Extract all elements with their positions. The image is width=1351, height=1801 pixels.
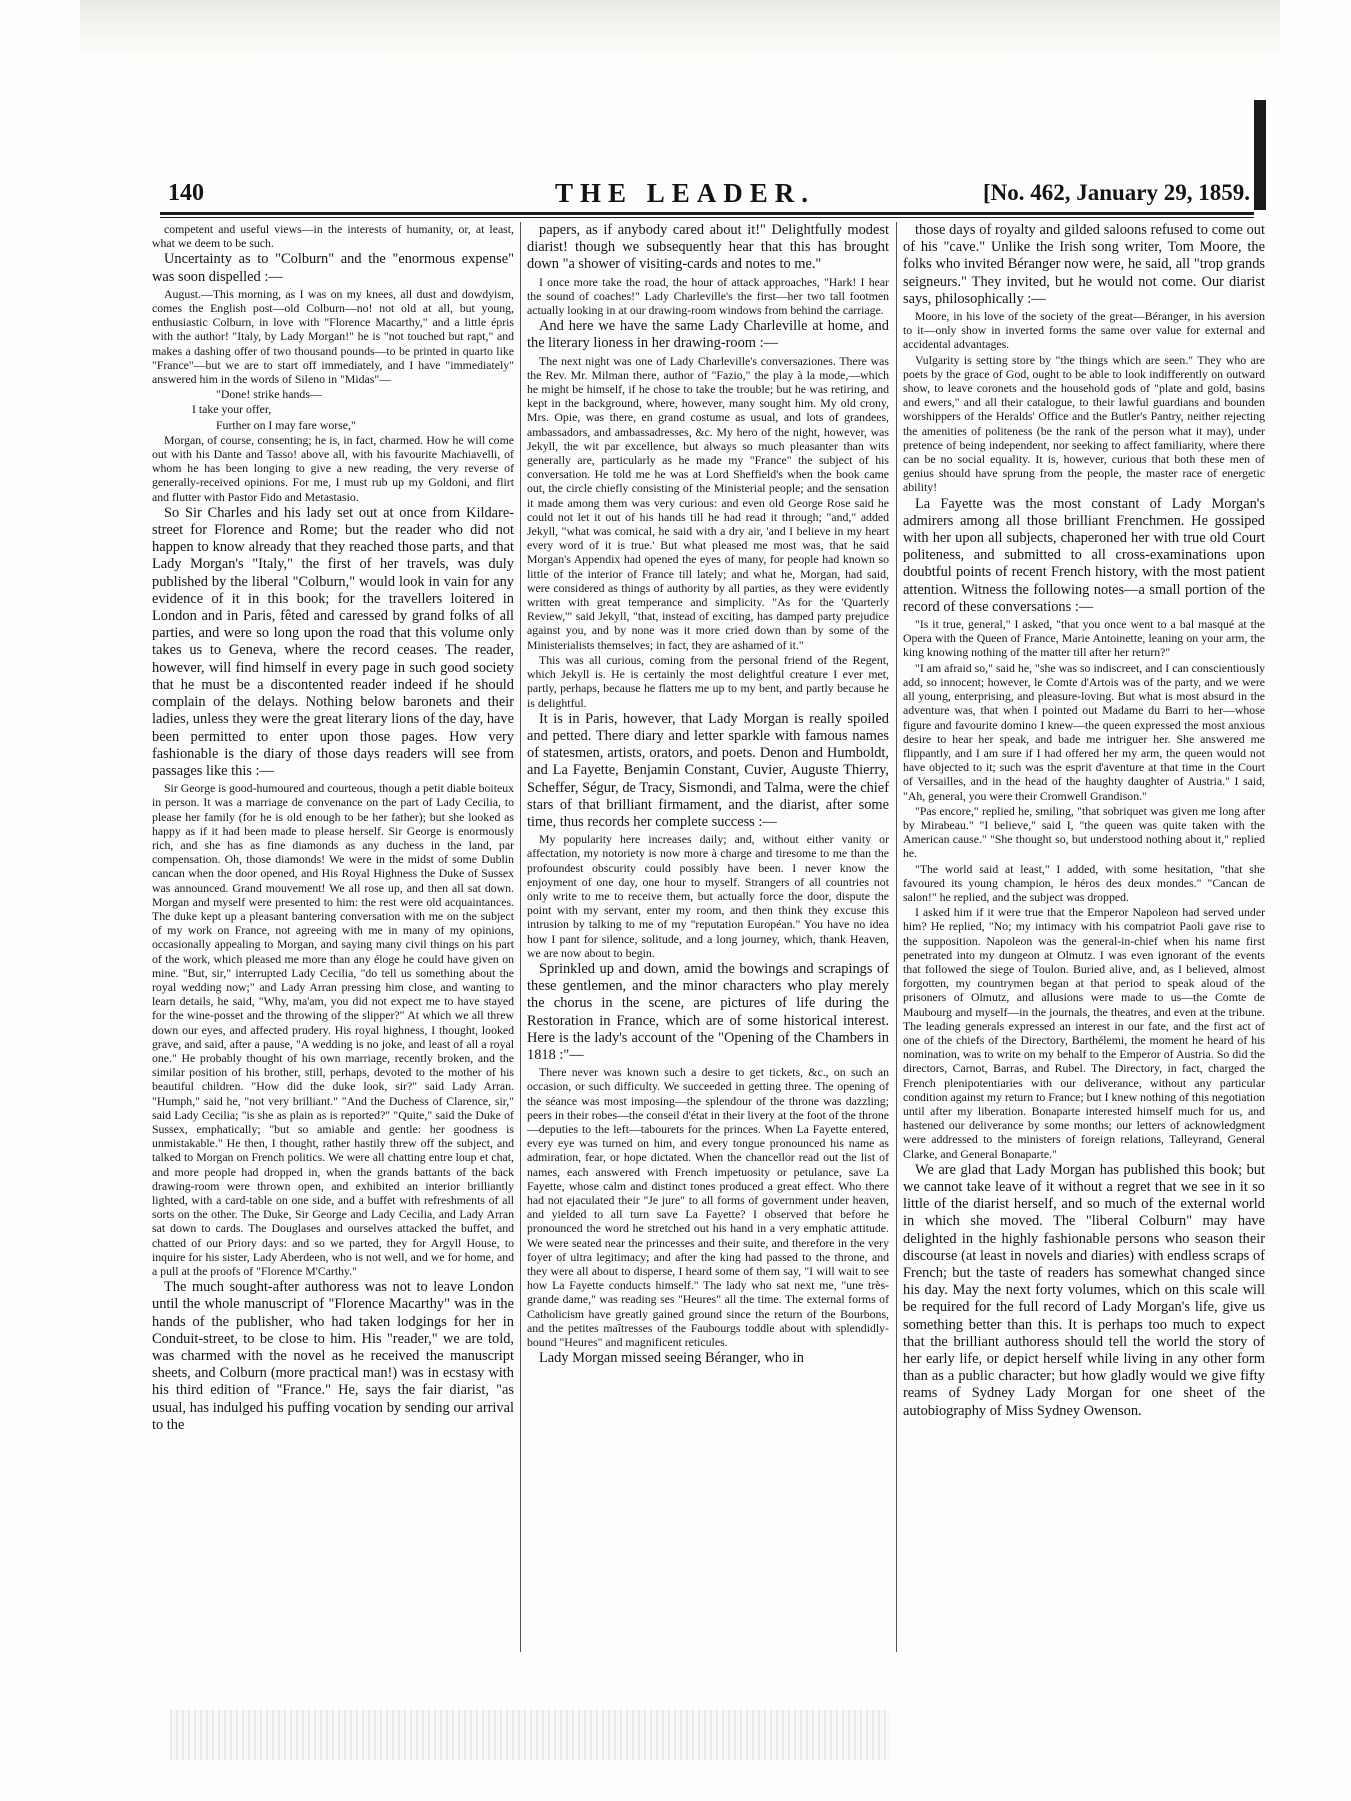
article-paragraph: Vulgarity is setting store by "the things which are seen." They who are poets by the grace of God, ought to be able to look indifferently on outward show, to leave coronets and the household gods of "plate and gold, basins and ewers," and all their catalogue, to their lawful guardians and bounden worshippers of the Heralds' Office and the Butler's Pantry, neither rejecting the amenities of politeness (be the rank of the person what it may), under pretence of being independent, nor seeking to affect familiarity, where there can be no social equality. It is, however, curious that both these men of genius should have sprung from the people, the master race of energetic ability! [903, 352, 1265, 495]
page-edge-shadow-top [80, 0, 1280, 60]
article-paragraph: "Pas encore," replied he, smiling, "that sobriquet was given me long after by Mirabeau." "I believe," said I, "the queen was quite taken with the American cause." "She thought so, but understood nothing about it," replied he. [903, 803, 1265, 861]
binding-mark [1254, 100, 1266, 210]
masthead-rule-thin [160, 217, 1254, 218]
article-paragraph: August.—This morning, as I was on my knees, all dust and dowdyism, comes the English post—old Colburn—no! not old at all, but young, enthusiastic Colburn, in love with "Florence Macarthy," and a little épris with the author! "Italy, by Lady Morgan!" he is "not touched but rapt," and makes a dashing offer of two thousand pounds—to be printed in quarto like "France"—but we are to start off immediately, and I have "immediately" answered him in the words of Sileno in "Midas"— [152, 286, 514, 387]
article-paragraph: "The world said at least," I added, with some hesitation, "that she favoured its young champion, le héros des deux mondes." "Cancan de salon!" he replied, and the subject was dropped. [903, 861, 1265, 904]
article-paragraph: There never was known such a desire to get tickets, &c., on such an occasion, or such difficulty. We succeeded in getting three. The opening of the séance was most imposing—the splendour of the throne was dazzling; peers in their robes—the conseil d'état in their livery at the foot of the throne—deputies to the left—tabourets for the princes. When La Fayette entered, every eye was turned on him, and every tongue pronounced his name as admiration, fear, or hope dictated. When the chancellor read out the list of names, each answered with French impetuosity or petulance, save La Fayette, whose calm and distinct tones produced a great effect. Who there had not ejaculated their "Je jure" to all forms of government under heaven, and yielded to all turn save La Fayette? I observed that before he pronounced the word he stretched out his hand in a very emphatic attitude. We were seated near the princesses and their suite, and therefore in the very foyer of ultra legitimacy; and after the king had passed to the throne, and they were all about to disperse, I heard some of them say, "I will wait to see how La Fayette conducts himself." The lady who sat next me, "une très-grande dame," was reading ses "Heures" all the time. The external forms of Catholicism have greatly gained ground since the return of the Bourbons, and the petites maîtresses of the Faubourgs toddle about with splendidly-bound "Heures" and magnificent reticules. [527, 1065, 889, 1350]
article-paragraph: Sir George is good-humoured and courteous, though a petit diable boiteux in person. It was a marriage de convenance on the part of Lady Cecilia, to please her family (for he is old enough to be her father); but she looked as happy as if it had been made to please herself. Sir George is enormously rich, and she has as fine diamonds as any duchess in the land, par compensation. Oh, those diamonds! We were in the midst of some Dublin cancan when the door opened, and His Royal Highness the Duke of Sussex was announced. Grand mouvement! We all rose up, and then all sat down. Morgan and myself were presented to him: the rest were old acquaintances. The duke kept up a pleasant bantering conversation with me on the subject of my work on France, not agreeing with me in many of my opinions, occasionally appealing to Morgan, and saying many civil things on his part of the work, which pleased me more than any éloge he could have given on mine. "But, sir," interrupted Lady Cecilia, "do tell us something about the royal wedding now;" and Lady Arran pressing him close, and wanting to learn details, he said, "Why, ma'am, you did not expect me to have stayed for the wine-posset and the throwing of the slipper?" At which we all threw down our eyes, and affected prudery. His royal highness, I thought, looked grave, and said, after a pause, "A wedding is no joke, and least of all a royal one." He probably thought of his own marriage, recently broken, and the similar position of his brother, still, perhaps, devoted to the mother of his beautiful children. "How did the duke look, sir?" said Lady Arran. "Humph," said he, "not very brilliant." "And the Duchess of Clarence, sir," said Lady Cecilia; "is she as plain as is reported?" "Quite," said the Duke of Sussex, emphatically; "but so amiable and gentle: her goodness is unmistakable." He then, I thought, rather hastily threw off the subject, and talked to Morgan on French politics. We were all chatting entre loup et chat, and more people had dropped in, when the grands battants of the back drawing-room were thrown open, and exhibited an interior brilliantly lighted, with a card-table on one side, and a buffet with refreshments of all sorts on the other. The Duke, Sir George and Lady Cecilia, and Lady Arran sat down to cards. The Douglases and ourselves attacked the buffet, and chatted of our Priory days: and so we parted, they for Argyll House, to inquire for his sister, Lady Aberdeen, who is not well, and we for home, and a pull at the proofs of "Florence M'Carthy." [152, 781, 514, 1279]
article-paragraph: I take your offer, [192, 402, 272, 417]
article-paragraph: I once more take the road, the hour of attack approaches, "Hark! I hear the sound of coaches!" Lady Charleville's the first—her two tall footmen actually looking in at our drawing-room windows from behind the carriage. [527, 274, 889, 318]
article-paragraph: competent and useful views—in the interests of humanity, or, at least, what we deem to be such. [152, 222, 514, 251]
article-paragraph: Morgan, of course, consenting; he is, in fact, charmed. How he will come out with his Dante and Tasso! above all, with his favourite Machiavelli, of whom he has been longing to give a new reading, the very reverse of generally-received opinions. For me, I must rub up my Goldoni, and flirt and flutter with Pastor Fido and Metastasio. [152, 432, 514, 504]
article-paragraph: My popularity here increases daily; and, without either vanity or affectation, my notoriety is now more à charge and tiresome to me than the profoundest obscurity could possibly have been. I never know the enjoyment of one day, one hour to myself. Strangers of all countries not only write to me to receive them, but actually force the door, dispute the point with my servant, enter my room, and then think they excuse this intrusion by talking to me of my "reputation Européan." You have no idea how I pant for silence, solitude, and a long journey, which, thank Heaven, we are now about to begin. [527, 832, 889, 960]
article-paragraph: Sprinkled up and down, amid the bowings and scrapings of these gentlemen, and the minor characters who play merely the chorus in the scene, are pictures of life during the Restoration in France, which are of some historical interest. Here is the lady's account of the "Opening of the Chambers in 1818 :"— [527, 960, 889, 1063]
article-paragraph: The next night was one of Lady Charleville's conversaziones. There was the Rev. Mr. Milman there, author of "Fazio," the play à la mode,—which he might be himself, if he chose to take the trouble; but he was retiring, and kept in the background, where, however, many sought him. My old crony, Mrs. Opie, was there, en grand costume as usual, and lots of grandees, ambassadors, and ambassadresses, &c. My hero of the night, however, was Jekyll, the wit par excellence, but always so much pleasanter than wits generally are, particularly as he made my "France" the subject of his conversation. He told me he was at Lord Sheffield's when the book came out, the circle chiefly consisting of the Ministerial people; and the sensation it made among them was very curious: and even old George Rose said he could not let it out of his hands till he had read it through; "and," added Jekyll, "what was comical, he said with a dry air, 'and I believe in my heart every word of it is true.' But what pleased me most was, that he said Morgan's Appendix had opened the eyes of many, for people had known so little of the interior of France till lately; and what he, Morgan, had said, were considered as things of authority by all parties, as they were evidently written with great temperance and simplicity. "As for the 'Quarterly Review,'" said Jekyll, "that, instead of exciting, has damped party prejudice against you, and by none was it more cried down than by some of the Ministerialists themselves; in fact, they are ashamed of it." [527, 353, 889, 652]
masthead [160, 176, 1250, 216]
article-paragraph: La Fayette was the most constant of Lady Morgan's admirers among all those brilliant Frenchmen. He gossiped with her upon all subjects, chaperoned her with true old Court politeness, and submitted to all cross-examinations upon doubtful points of recent French history, with the most patient attention. Witness the following notes—a small portion of the record of these conversations :— [903, 495, 1265, 615]
issue-date-line: [No. 462, January 29, 1859. [982, 180, 1250, 205]
column-divider [520, 222, 521, 1652]
article-paragraph: Lady Morgan missed seeing Béranger, who in [539, 1350, 804, 1367]
article-paragraph: So Sir Charles and his lady set out at once from Kildare-street for Florence and Rome; but the reader who did not happen to know already that they reached those parts, and that Lady Morgan's "Italy," the first of her travels, was duly published by the liberal "Colburn," would look in vain for any evidence of it in this book; for the travellers loitered in London and in Paris, fêted and caressed by grand folks of all parties, and were so long upon the road that this volume only takes us to Geneva, where the record ceases. The reader, however, will find himself in every page in such good society that he must be a discontented reader indeed if he should complain of the delays. Nothing below baronets and their ladies, unless they were the great literary lions of the day, have been permitted to enter upon those pages. How very fashionable is the diary of those days readers will see from passages like this :— [152, 504, 514, 779]
column-divider [896, 222, 897, 1652]
page-number: 140 [168, 180, 204, 206]
article-paragraph: Moore, in his love of the society of the great—Béranger, in his aversion to it—only show in inverted forms the same over value for external and accidental advantages. [903, 309, 1265, 352]
article-paragraph: It is in Paris, however, that Lady Morgan is really spoiled and petted. There diary and letter sparkle with famous names of statesmen, artists, orators, and poets. Denon and Humboldt, and La Fayette, Benjamin Constant, Cuvier, Auguste Thierry, Scheffer, Ségur, de Tracy, Sismondi, and Talma, were the chief stars of that brilliant firmament, and the diarist, after some time, thus records her complete success :— [527, 710, 889, 830]
article-paragraph: those days of royalty and gilded saloons refused to come out of his "cave." Unlike the Irish song writer, Tom Moore, the folks who invited Béranger now were, he said, all "trop grands seigneurs." They invited, but he would not come. Our diarist says, philosophically :— [903, 222, 1265, 307]
text-column-2 [527, 222, 889, 1652]
article-paragraph: papers, as if anybody cared about it!" Delightfully modest diarist! though we subsequently hear that this has brought down "a shower of visiting-cards and notes to me." [527, 222, 889, 273]
text-column-3 [903, 222, 1265, 1652]
text-column-1 [152, 222, 514, 1652]
article-paragraph: I asked him if it were true that the Emperor Napoleon had served under him? He replied, "No; my intimacy with his compatriot Paoli gave rise to the supposition. Napoleon was the general-in-chief when his name first penetrated into my dungeon at Olmutz. I was even ignorant of the events that followed the siege of Toulon. Buried alive, and, as I believed, almost forgotten, my countrymen began at that period to speak aloud of the prisoners of Olmutz, and allusions were made to us—the Comte de Maubourg and myself—in the journals, the theatres, and even at the tribune. The leading generals expressed an interest in our fate, and the first act of one of the chiefs of the Directory, Barthélemi, the moment he heard of his nomination, was to write on my behalf to the Emperor of Austria. So did the directors, Carnot, Barras, and Rubel. The Directory, in fact, charged the French plenipotentiaries with our deliverance, without any particular condition against my return to France; but I knew nothing of this negotiation until after my liberation. Bonaparte interested himself much for us, and hastened our deliverance by some months; our letters of acknowledgment were addressed to the ministers of foreign relations, Talleyrand, General Clarke, and General Bonaparte." [903, 905, 1265, 1161]
article-paragraph: Uncertainty as to "Colburn" and the "enormous expense" was soon dispelled :— [152, 251, 514, 285]
article-paragraph: We are glad that Lady Morgan has published this book; but we cannot take leave of it without a regret that we see in it so little of the diarist herself, and so much of the external world in which she moved. The "liberal Colburn" may have delighted in the highly fashionable persons who season their discourse (at least in novels and diaries) with endless scraps of French; but the taste of readers has somewhat changed since his day. May the next forty volumes, which on this scale will be required for the full record of Lady Morgan's life, give us something better than this. It is perhaps too much to expect that the brilliant authoress should tell the world the story of her early life, or depict herself while living in any other form than as a public character; but how gladly would we give fifty reams of Sydney Lady Morgan for one sheet of the autobiography of Miss Sydney Owenson. [903, 1161, 1265, 1419]
newspaper-title: THE LEADER. [555, 178, 816, 208]
article-paragraph: This was all curious, coming from the personal friend of the Regent, which Jekyll is. He is certainly the most delightful creature I ever met, partly, perhaps, because he flatters me up to my bent, and partly because he is delightful. [527, 652, 889, 710]
article-paragraph: "I am afraid so," said he, "she was so indiscreet, and I can conscientiously add, so innocent; however, le Comte d'Artois was of the party, and we were all young, enterprising, and pleasure-loving. But what is most absurd in the adventure was, that when I pointed out Madame du Barri to her—whose figure and favourite domino I knew—the queen expressed the most anxious desire to hear her speak, and bade me intriguer her. She answered me flippantly, and I am sure if I had offered her my arm, the queen would not have objected to it; such was the esprit d'aventure at that time in the Court of Versailles, and in the head of the haughty daughter of Austria." I said, "Ah, general, you were their Cromwell Grandison." [903, 660, 1265, 803]
article-paragraph: Further on I may fare worse," [216, 417, 356, 432]
article-paragraph: "Done! strike hands— [216, 387, 322, 402]
article-paragraph: "Is it true, general," I asked, "that you once went to a bal masqué at the Opera with the Queen of France, Marie Antoinette, leaning on your arm, the king knowing nothing of the matter till after her return?" [903, 617, 1265, 660]
page-edge-shadow-bottom [170, 1710, 890, 1760]
article-paragraph: And here we have the same Lady Charleville at home, and the literary lioness in her drawing-room :— [527, 318, 889, 352]
article-paragraph: The much sought-after authoress was not to leave London until the whole manuscript of "Florence Macarthy" was in the hands of the publisher, who had taken lodgings for her in Conduit-street, to be close to him. His "reader," we are told, was charmed with the novel as he received the manuscript sheets, and Colburn (more practical man!) was in ecstasy with his third edition of "France." He, says the fair diarist, "as usual, has indulged his puffing vocation by sending our arrival to the [152, 1279, 514, 1433]
masthead-rule [160, 212, 1254, 215]
